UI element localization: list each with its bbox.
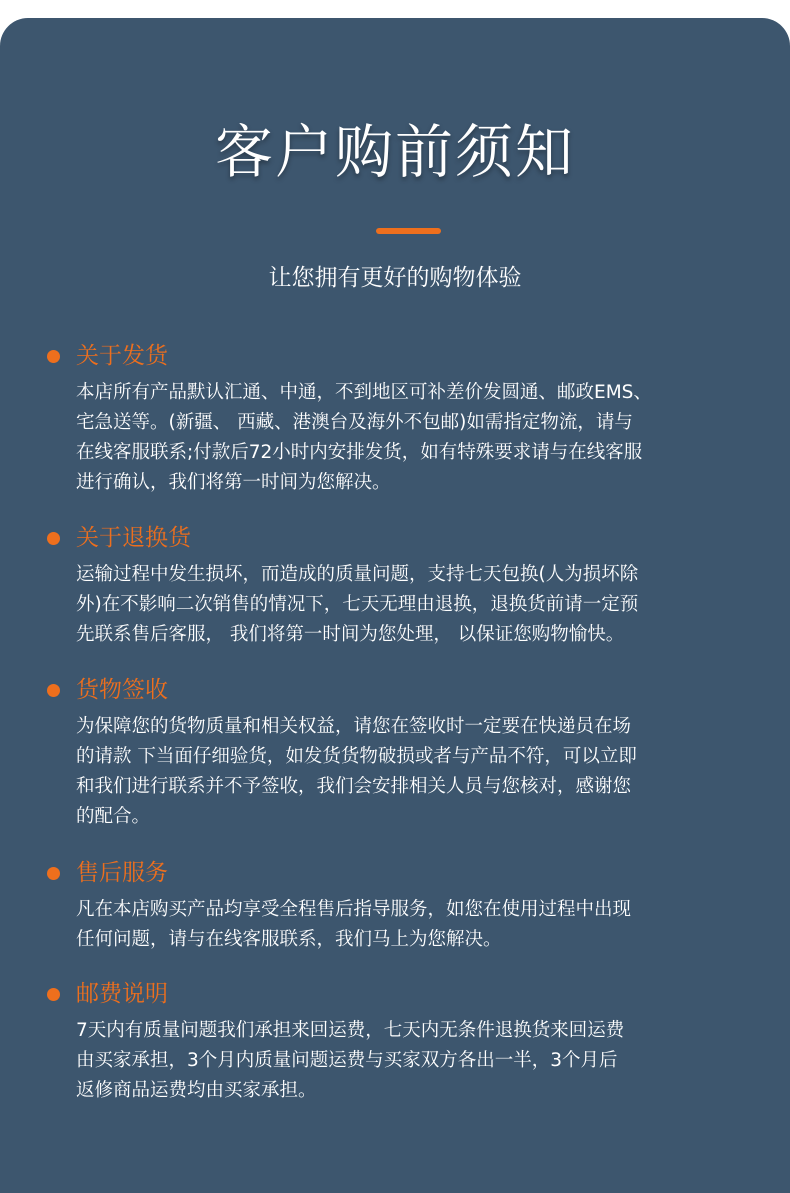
section-title: 关于发货 bbox=[76, 343, 168, 369]
body-line: 先联系售后客服， 我们将第一时间为您处理， 以保证您购物愉快。 bbox=[76, 624, 625, 645]
page-subtitle: 让您拥有更好的购物体验 bbox=[268, 265, 522, 291]
body-line: 宅急送等。(新疆、 西藏、港澳台及海外不包邮)如需指定物流，请与 bbox=[76, 412, 633, 433]
bullet-dot-icon bbox=[47, 684, 60, 697]
section-title: 货物签收 bbox=[76, 677, 168, 703]
body-line: 的请款 下当面仔细验货，如发货货物破损或者与产品不符，可以立即 bbox=[76, 746, 637, 767]
body-line: 返修商品运费均由买家承担。 bbox=[76, 1080, 317, 1101]
body-line: 7天内有质量问题我们承担来回运费，七天内无条件退换货来回运费 bbox=[76, 1020, 625, 1041]
body-line: 凡在本店购买产品均享受全程售后指导服务，如您在使用过程中出现 bbox=[76, 899, 632, 920]
section-body bbox=[76, 1016, 766, 1106]
body-line: 在线客服联系;付款后72小时内安排发货，如有特殊要求请与在线客服 bbox=[76, 442, 643, 463]
bullet-dot-icon bbox=[47, 988, 60, 1001]
body-line: 由买家承担，3个月内质量问题运费与买家双方各出一半，3个月后 bbox=[76, 1050, 618, 1071]
section-body bbox=[76, 895, 766, 955]
section-body bbox=[76, 712, 766, 832]
bullet-dot-icon bbox=[47, 350, 60, 363]
title-divider bbox=[376, 228, 441, 234]
section-heading bbox=[47, 338, 168, 374]
page-title: 客户购前须知 bbox=[214, 118, 575, 186]
body-line: 和我们进行联系并不予签收，我们会安排相关人员与您核对，感谢您 bbox=[76, 776, 632, 797]
section-heading bbox=[47, 672, 168, 708]
body-line: 进行确认，我们将第一时间为您解决。 bbox=[76, 472, 391, 493]
section-title: 售后服务 bbox=[76, 860, 168, 886]
section-body bbox=[76, 378, 766, 498]
body-line: 运输过程中发生损坏，而造成的质量问题，支持七天包换(人为损坏除 bbox=[76, 564, 639, 585]
body-line: 的配合。 bbox=[76, 806, 151, 827]
bullet-dot-icon bbox=[47, 867, 60, 880]
section-title: 邮费说明 bbox=[76, 981, 168, 1007]
bullet-dot-icon bbox=[47, 532, 60, 545]
body-line: 为保障您的货物质量和相关权益，请您在签收时一定要在快递员在场 bbox=[76, 716, 632, 737]
section-heading bbox=[47, 976, 168, 1012]
section-heading bbox=[47, 855, 168, 891]
section-heading bbox=[47, 520, 191, 556]
section-title: 关于退换货 bbox=[76, 525, 191, 551]
body-line: 本店所有产品默认汇通、中通，不到地区可补差价发圆通、邮政EMS、 bbox=[76, 382, 652, 403]
body-line: 外)在不影响二次销售的情况下，七天无理由退换，退换货前请一定预 bbox=[76, 594, 639, 615]
section-body bbox=[76, 560, 766, 650]
body-line: 任何问题，请与在线客服联系，我们马上为您解决。 bbox=[76, 929, 502, 950]
